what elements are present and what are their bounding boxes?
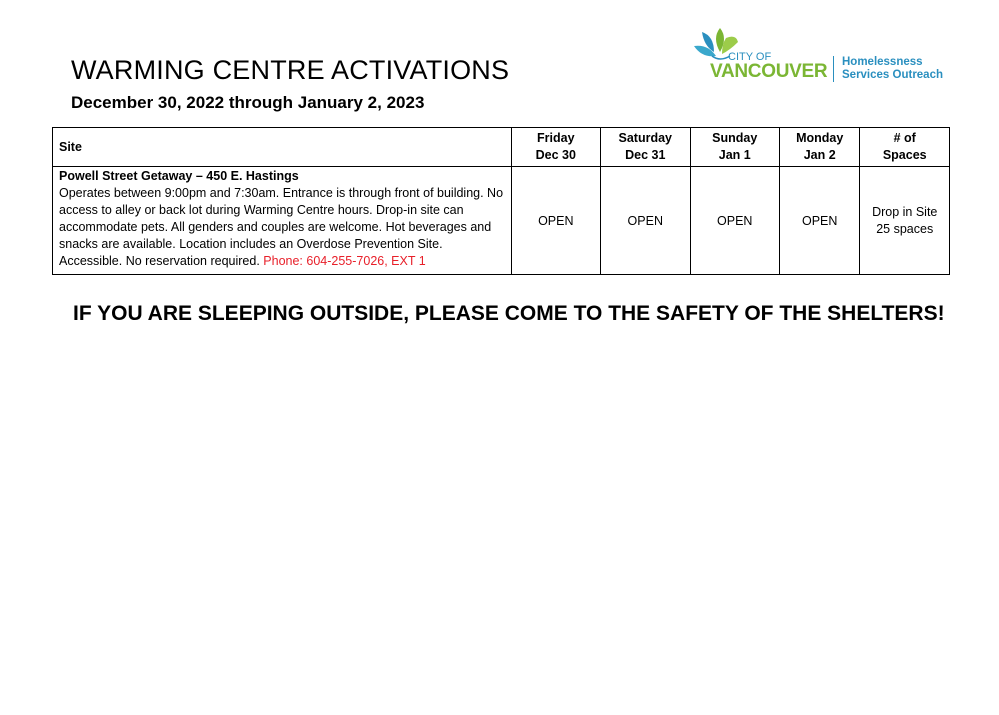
header-site: Site [53,128,512,167]
header-day: Sunday [712,131,758,145]
site-name: Powell Street Getaway – 450 E. Hastings [59,169,299,183]
header-date: Jan 1 [718,148,751,162]
header-day: Saturday [618,131,673,145]
header-sunday [690,128,779,167]
logo-department-line1: Homelessness [842,56,923,68]
header-friday [511,128,600,167]
spaces-cell [860,167,950,275]
site-description: Operates between 9:00pm and 7:30am. Entrance is through front of building. No access to alley or back lot during Warming Centre hours. Drop-in site can accommodate pets. All genders and couples are welcome. Hot beverages and snacks are available. Location includes an Overdose Prevention Site. Accessible. No reservation required. [59,186,504,268]
status-friday: OPEN [511,167,600,275]
header-monday [780,128,860,167]
header-date: Dec 30 [535,148,576,162]
warming-centre-table [52,127,950,275]
header-spaces-line1: # of [893,131,916,145]
logo-city-of: CITY OF [728,51,772,63]
header-date: Dec 31 [625,148,666,162]
logo-divider [833,56,834,82]
spaces-type: Drop in Site [872,204,938,219]
status-saturday: OPEN [601,167,690,275]
date-range-subtitle: December 30, 2022 through January 2, 2023 [71,93,425,112]
site-cell [53,167,512,275]
header-day: Monday [796,131,844,145]
status-sunday: OPEN [690,167,779,275]
logo-department-line2: Services Outreach [842,69,944,81]
logo-department [842,56,943,82]
shelter-callout: IF YOU ARE SLEEPING OUTSIDE, PLEASE COME TO THE SAFETY OF THE SHELTERS! [73,302,945,325]
status-monday: OPEN [780,167,860,275]
logo-city-name: VANCOUVER [710,61,828,82]
table-header-row [53,128,950,167]
header-saturday [601,128,690,167]
page-title: WARMING CENTRE ACTIVATIONS [71,55,510,85]
header-date: Jan 2 [803,148,836,162]
city-of-vancouver-logo [690,26,955,88]
spaces-count: 25 spaces [876,221,934,236]
header-spaces-line2: Spaces [882,148,927,162]
header-day: Friday [537,131,575,145]
header-spaces [860,128,950,167]
table-row [53,167,950,275]
site-phone: Phone: 604-255-7026, EXT 1 [263,254,426,268]
